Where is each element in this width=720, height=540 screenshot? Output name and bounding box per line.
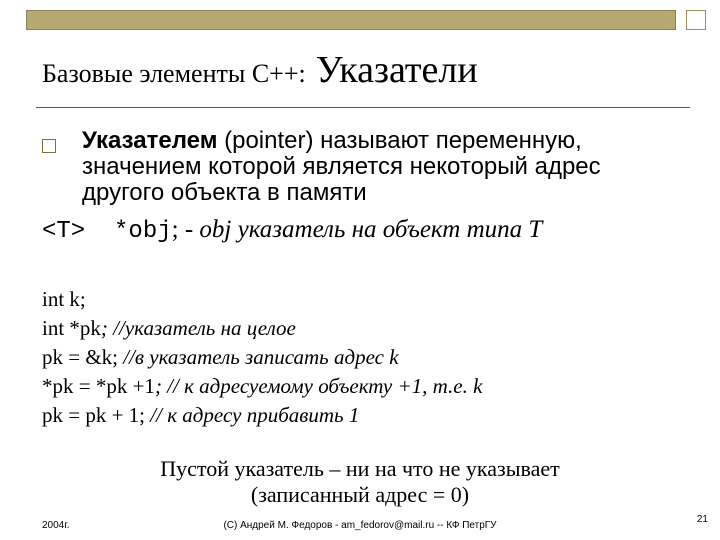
pointer-declaration-comment: - obj указатель на объект типа T <box>184 216 543 243</box>
slide-number: 21 <box>696 514 708 525</box>
footer-date: 2004г. <box>42 520 70 531</box>
slide-title <box>42 48 478 92</box>
code-line <box>42 314 482 343</box>
title-divider <box>36 107 690 108</box>
null-pointer-note-line-2: (записанный адрес = 0) <box>250 482 470 507</box>
code-line-code: pk = &k; <box>42 345 124 369</box>
code-line <box>42 401 482 430</box>
bullet-definition <box>82 128 682 206</box>
code-line-code: *pk = *pk +1 <box>42 374 155 398</box>
code-line-comment: ; // к адресуемому объекту +1, т.е. k <box>154 374 483 398</box>
bullet-term: Указателем <box>82 127 218 154</box>
pointer-declaration-code: <T> *obj <box>42 218 172 245</box>
pointer-declaration <box>42 215 542 247</box>
slide-title-main: Указатели <box>315 49 478 91</box>
null-pointer-note <box>0 456 720 508</box>
code-line <box>42 285 482 314</box>
pointer-declaration-separator: ; <box>171 216 185 243</box>
bullet-line-1: (pointer) называют переменную, <box>217 127 582 154</box>
bullet-line-3: другого объекта в памяти <box>82 179 367 206</box>
slide-title-prefix: Базовые элементы С++: <box>42 59 306 88</box>
header-decoration-box <box>686 10 706 30</box>
code-line-code: pk = pk + 1; <box>42 403 151 427</box>
code-line <box>42 372 482 401</box>
code-example <box>42 285 482 430</box>
code-line-code: int *pk <box>42 316 101 340</box>
footer-author: (С) Андрей М. Федоров - am_fedorov@mail.ru -- КФ ПетрГУ <box>223 520 497 531</box>
code-line-comment: //в указатель записать адрес k <box>123 345 399 369</box>
bullet-square-icon <box>42 139 56 153</box>
null-pointer-note-line-1: Пустой указатель – ни на что не указывает <box>160 456 560 481</box>
code-line-comment: // к адресу прибавить 1 <box>150 403 360 427</box>
bullet-line-2: значением которой является некоторый адрес <box>82 153 601 180</box>
code-line-comment: ; //указатель на целое <box>100 316 296 340</box>
code-line-code: int k; <box>42 287 86 311</box>
header-decoration-bar <box>26 10 676 30</box>
code-line <box>42 343 482 372</box>
